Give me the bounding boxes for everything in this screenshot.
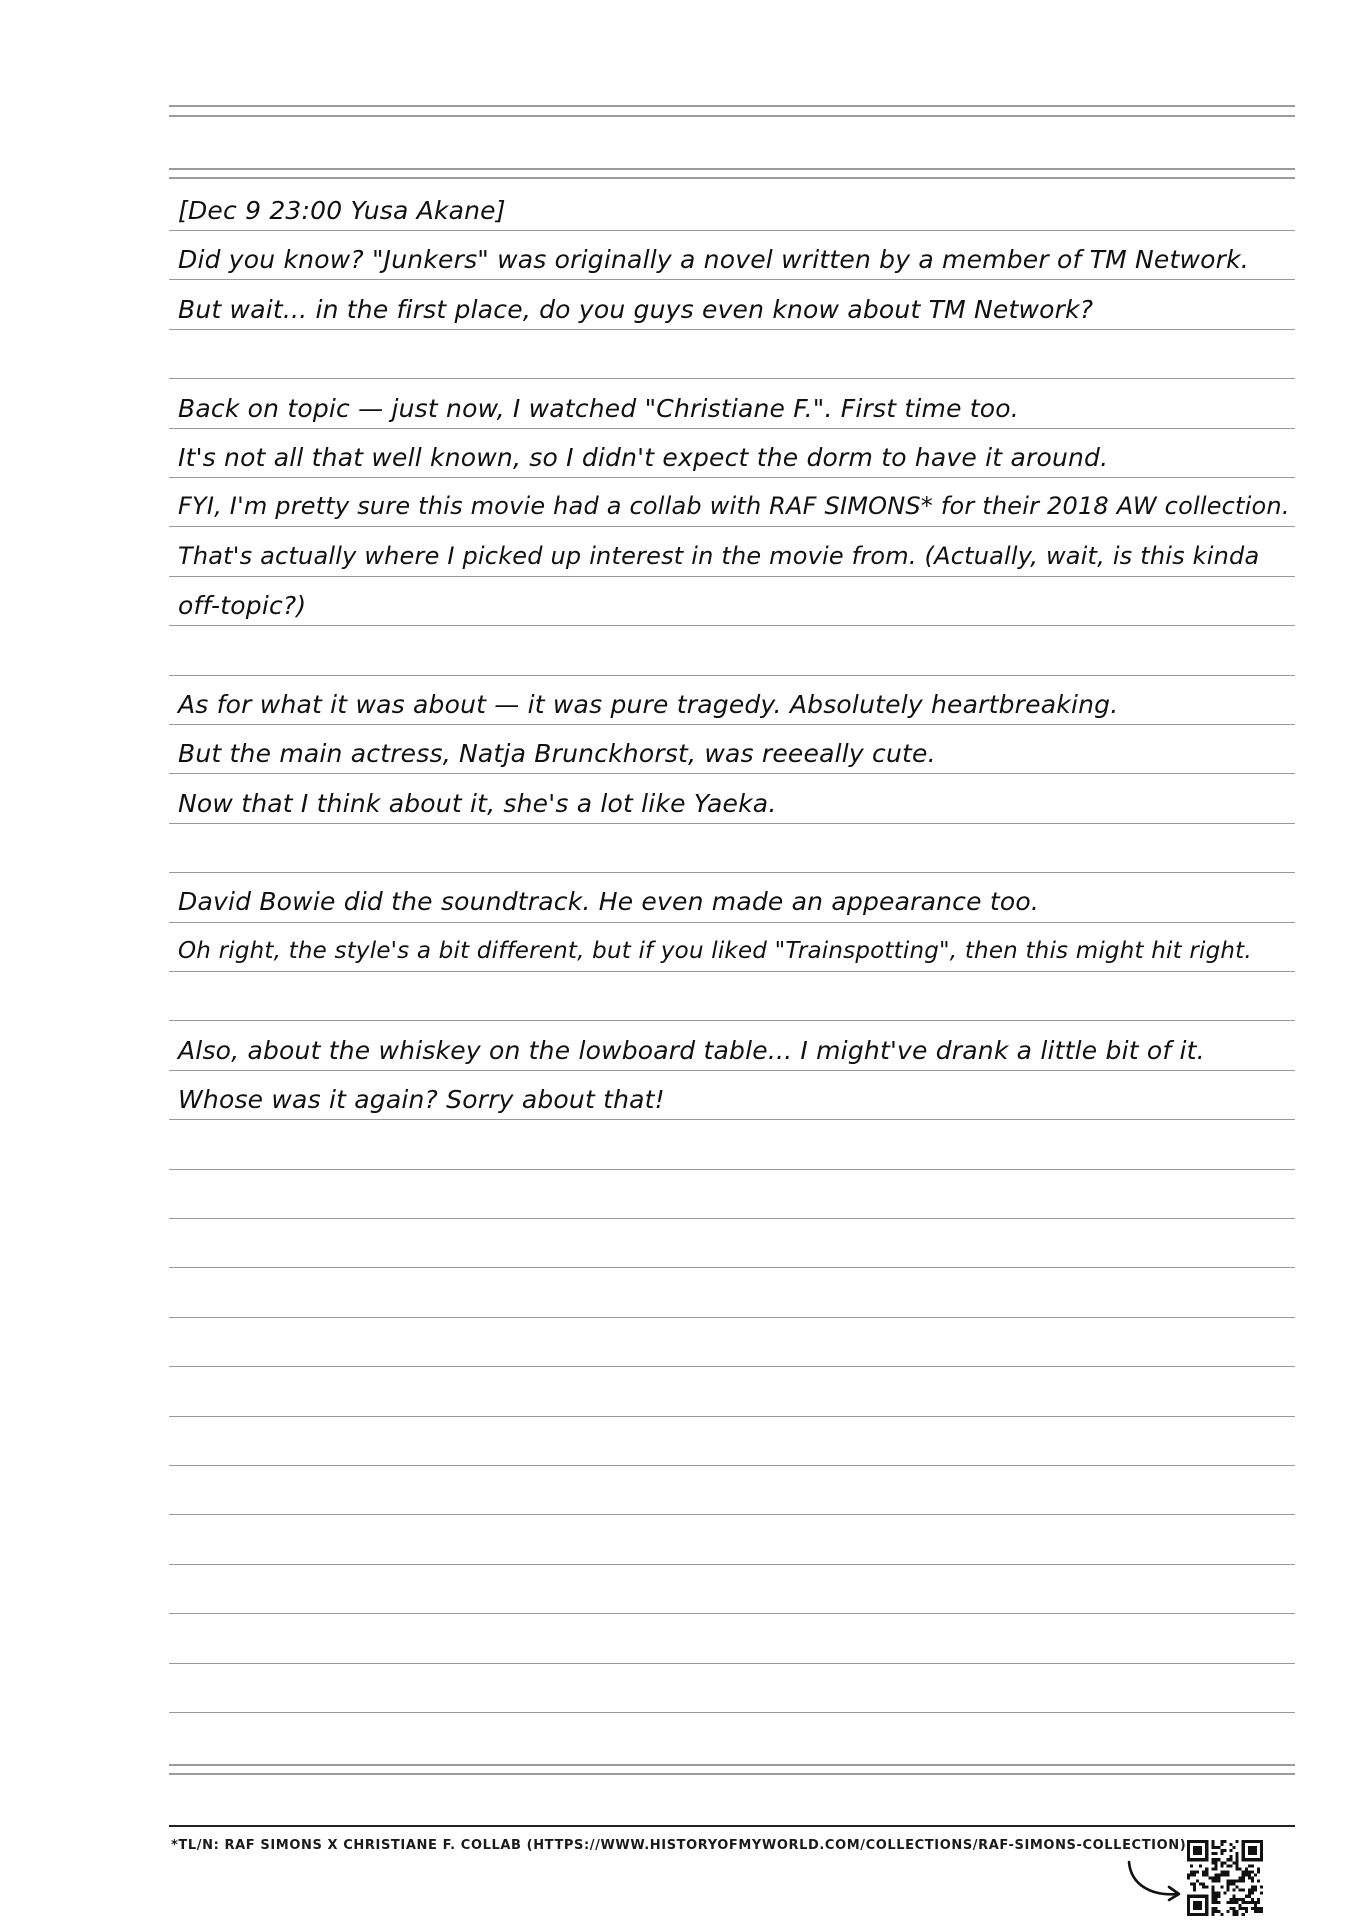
- ruled-line: [169, 1514, 1295, 1515]
- entry-line: [178, 828, 1288, 877]
- entry-line: [178, 334, 1288, 383]
- entry-line: Now that I think about it, she's a lot like Yaeka.: [178, 788, 777, 818]
- entry-line: Back on topic — just now, I watched "Christiane F.". First time too.: [178, 393, 1019, 423]
- journal-entry: [178, 186, 1288, 1124]
- ruled-line: [169, 1366, 1295, 1367]
- footnote-rule: [169, 1825, 1295, 1827]
- footnote[interactable]: *TL/N: RAF SIMONS X CHRISTIANE F. COLLAB (HTTPS://WWW.HISTORYOFMYWORLD.COM/COLLECTIONS/RAF-SIMONS-COLLECTION): [171, 1838, 1187, 1853]
- ruled-line: [169, 1712, 1295, 1713]
- entry-line: As for what it was about — it was pure tragedy. Absolutely heartbreaking.: [178, 689, 1119, 719]
- ruled-line: [169, 1267, 1295, 1268]
- entry-line: Did you know? "Junkers" was originally a novel written by a member of TM Network.: [178, 245, 1249, 275]
- curved-arrow-icon: [1125, 1858, 1185, 1902]
- page-bottom-rule: [169, 1764, 1295, 1766]
- entry-line: [Dec 9 23:00 Yusa Akane]: [178, 196, 506, 225]
- entry-line: off-topic?): [178, 591, 307, 621]
- ruled-line: [169, 1416, 1295, 1417]
- entry-line: FYI, I'm pretty sure this movie had a collab with RAF SIMONS* for their 2018 AW collection.: [178, 492, 1290, 521]
- entry-line: That's actually where I picked up interest in the movie from. (Actually, wait, is this kinda: [178, 541, 1260, 570]
- entry-line: It's not all that well known, so I didn't expect the dorm to have it around.: [178, 442, 1109, 472]
- page-header-rule: [169, 168, 1295, 170]
- entry-line: But the main actress, Natja Brunckhorst, was reeeally cute.: [178, 739, 936, 769]
- entry-line: [178, 976, 1288, 1025]
- page-top-rule-inner: [169, 115, 1295, 117]
- ruled-line: [169, 1169, 1295, 1170]
- entry-line: Oh right, the style's a bit different, but if you liked "Trainspotting", then this might hit right.: [178, 937, 1252, 964]
- page-bottom-rule-inner: [169, 1773, 1295, 1775]
- ruled-line: [169, 1465, 1295, 1466]
- ruled-line: [169, 1218, 1295, 1219]
- entry-line: [178, 631, 1288, 680]
- page-header-rule-inner: [169, 177, 1295, 179]
- qr-code-icon[interactable]: [1187, 1840, 1263, 1916]
- page-top-rule: [169, 105, 1295, 107]
- entry-line: David Bowie did the soundtrack. He even made an appearance too.: [178, 887, 1039, 917]
- ruled-line: [169, 1564, 1295, 1565]
- entry-line: Also, about the whiskey on the lowboard table... I might've drank a little bit of it.: [178, 1035, 1205, 1065]
- ruled-line: [169, 1317, 1295, 1318]
- entry-line: But wait... in the first place, do you guys even know about TM Network?: [178, 294, 1094, 324]
- ruled-line: [169, 1613, 1295, 1614]
- entry-line: Whose was it again? Sorry about that!: [178, 1085, 665, 1115]
- ruled-line: [169, 1663, 1295, 1664]
